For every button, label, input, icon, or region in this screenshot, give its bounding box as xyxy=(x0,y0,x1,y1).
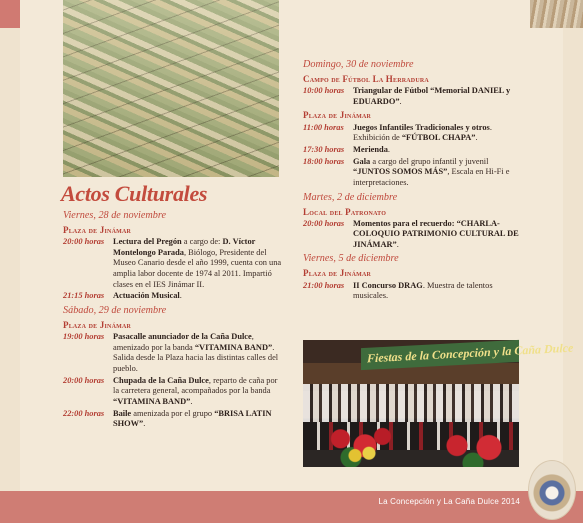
event-row xyxy=(63,409,283,430)
event-title: Pasacalle anunciador de la Caña Dulce xyxy=(113,332,252,342)
event-highlight: “VITAMINA BAND” xyxy=(194,342,273,352)
event-text: . xyxy=(190,396,193,406)
virgin-seal-image xyxy=(528,460,576,520)
event-description xyxy=(113,332,283,374)
event-title: Lectura del Pregón xyxy=(113,237,182,247)
sugar-cane-photo xyxy=(63,0,279,177)
event-text: amenizada por el grupo xyxy=(131,408,215,418)
event-title: Baile xyxy=(113,408,132,418)
event-time: 21:15 horas xyxy=(63,291,105,301)
event-title: Gala xyxy=(353,156,371,166)
event-row xyxy=(63,332,283,374)
event-text: . xyxy=(387,144,390,154)
event-text: . Exhibición de xyxy=(353,122,492,143)
event-text: . xyxy=(143,419,146,429)
event-title: Juegos Infantiles Tradicionales y otros xyxy=(353,122,490,132)
event-description xyxy=(353,219,523,251)
corner-photo-strip xyxy=(530,0,583,28)
event-time: 20:00 horas xyxy=(63,375,105,385)
event-text: , amenizado por la banda xyxy=(113,332,254,352)
footer-caption: La Concepción y La Caña Dulce 2014 xyxy=(378,497,520,506)
event-highlight: “BRISA LATIN SHOW” xyxy=(113,408,272,429)
event-title: Chupada de la Caña Dulce xyxy=(113,375,209,385)
event-time: 18:00 horas xyxy=(303,156,345,166)
event-description xyxy=(353,281,523,302)
event-time: 20:00 horas xyxy=(303,218,345,228)
venue-heading: Plaza de Jinámar xyxy=(63,319,132,330)
event-title: Actuación Musical xyxy=(113,291,180,301)
event-text: . xyxy=(399,96,402,106)
event-description xyxy=(353,145,523,156)
event-highlight: “FÚTBOL CHAPA” xyxy=(401,133,476,143)
event-text: a cargo de: xyxy=(181,237,223,247)
event-title: Momentos para el recuerdo: “CHARLA-COLOQUIO PATRIMONIO CULTURAL DE JINÁMAR” xyxy=(353,218,519,249)
day-heading: Viernes, 28 de noviembre xyxy=(63,210,166,221)
venue-heading: Local del Patronato xyxy=(303,206,387,217)
fruit-basket xyxy=(343,444,383,467)
event-row xyxy=(303,145,523,156)
day-heading: Domingo, 30 de noviembre xyxy=(303,59,414,70)
event-row xyxy=(63,376,283,408)
event-time: 11:00 horas xyxy=(303,122,344,132)
event-description xyxy=(113,291,283,302)
event-description xyxy=(113,376,283,408)
event-time: 21:00 horas xyxy=(303,280,345,290)
event-title: Merienda xyxy=(353,144,388,154)
section-title: Actos Culturales xyxy=(61,181,208,206)
event-text: . xyxy=(475,133,478,143)
event-row xyxy=(63,291,283,302)
choir-singers xyxy=(303,384,519,424)
event-title: Triangular de Fútbol “Memorial DANIEL y EDUARDO” xyxy=(353,86,511,106)
event-row xyxy=(303,219,523,251)
event-title: II Concurso DRAG xyxy=(353,280,423,290)
event-description xyxy=(113,409,283,430)
event-text: . Salida desde la Plaza hacia las distintas calles del pueblo. xyxy=(113,342,279,373)
event-description xyxy=(353,123,523,144)
schedule-left-column xyxy=(63,178,283,430)
event-time: 22:00 horas xyxy=(63,408,105,418)
event-row xyxy=(303,123,523,144)
event-text: , Escala en Hi-Fi e interpretaciones. xyxy=(353,167,510,187)
event-text: . xyxy=(179,291,182,301)
event-text: . Muestra de talentos musicales. xyxy=(353,280,493,301)
event-row xyxy=(303,86,523,107)
day-heading: Martes, 2 de diciembre xyxy=(303,191,398,203)
event-description xyxy=(113,237,283,290)
schedule-right-column xyxy=(303,58,523,302)
event-time: 10:00 horas xyxy=(303,86,345,96)
event-description xyxy=(353,86,523,107)
day-heading: Viernes, 5 de diciembre xyxy=(303,253,399,265)
event-text: a cargo del grupo infantil y juvenil xyxy=(370,156,489,166)
event-highlight: “VITAMINA BAND” xyxy=(113,396,191,406)
event-row xyxy=(63,237,283,290)
event-highlight: D. Víctor Montelongo Parada xyxy=(113,237,256,257)
event-row xyxy=(303,281,523,302)
event-description xyxy=(353,157,523,189)
venue-heading: Campo de Fútbol La Herradura xyxy=(303,74,429,84)
stage-photo xyxy=(303,340,574,467)
event-text: . xyxy=(396,239,399,249)
venue-heading: Plaza de Jinámar xyxy=(303,110,372,121)
event-time: 20:00 horas xyxy=(63,237,105,247)
event-highlight: “JUNTOS SOMOS MÁS” xyxy=(353,167,448,177)
venue-heading: Plaza de Jinámar xyxy=(303,268,372,279)
stage-banner-text: Fiestas de la Concepción y la Caña Dulce xyxy=(367,340,574,366)
event-text: , reparto de caña por la carretera general, acompañados por la banda xyxy=(113,375,278,396)
event-time: 19:00 horas xyxy=(63,332,105,342)
event-time: 17:30 horas xyxy=(303,144,345,154)
event-row xyxy=(303,157,523,189)
event-text: , Biólogo, Presidente del Museo Canario desde el año 1999, cuenta con una amplia labor docente de 1974 al 2011. Impartió clases en el IES Jinámar II. xyxy=(113,247,282,289)
bottom-band xyxy=(0,491,583,523)
venue-heading: Plaza de Jinámar xyxy=(63,225,132,235)
poinsettias-right xyxy=(433,428,513,467)
day-heading: Sábado, 29 de noviembre xyxy=(63,304,167,316)
